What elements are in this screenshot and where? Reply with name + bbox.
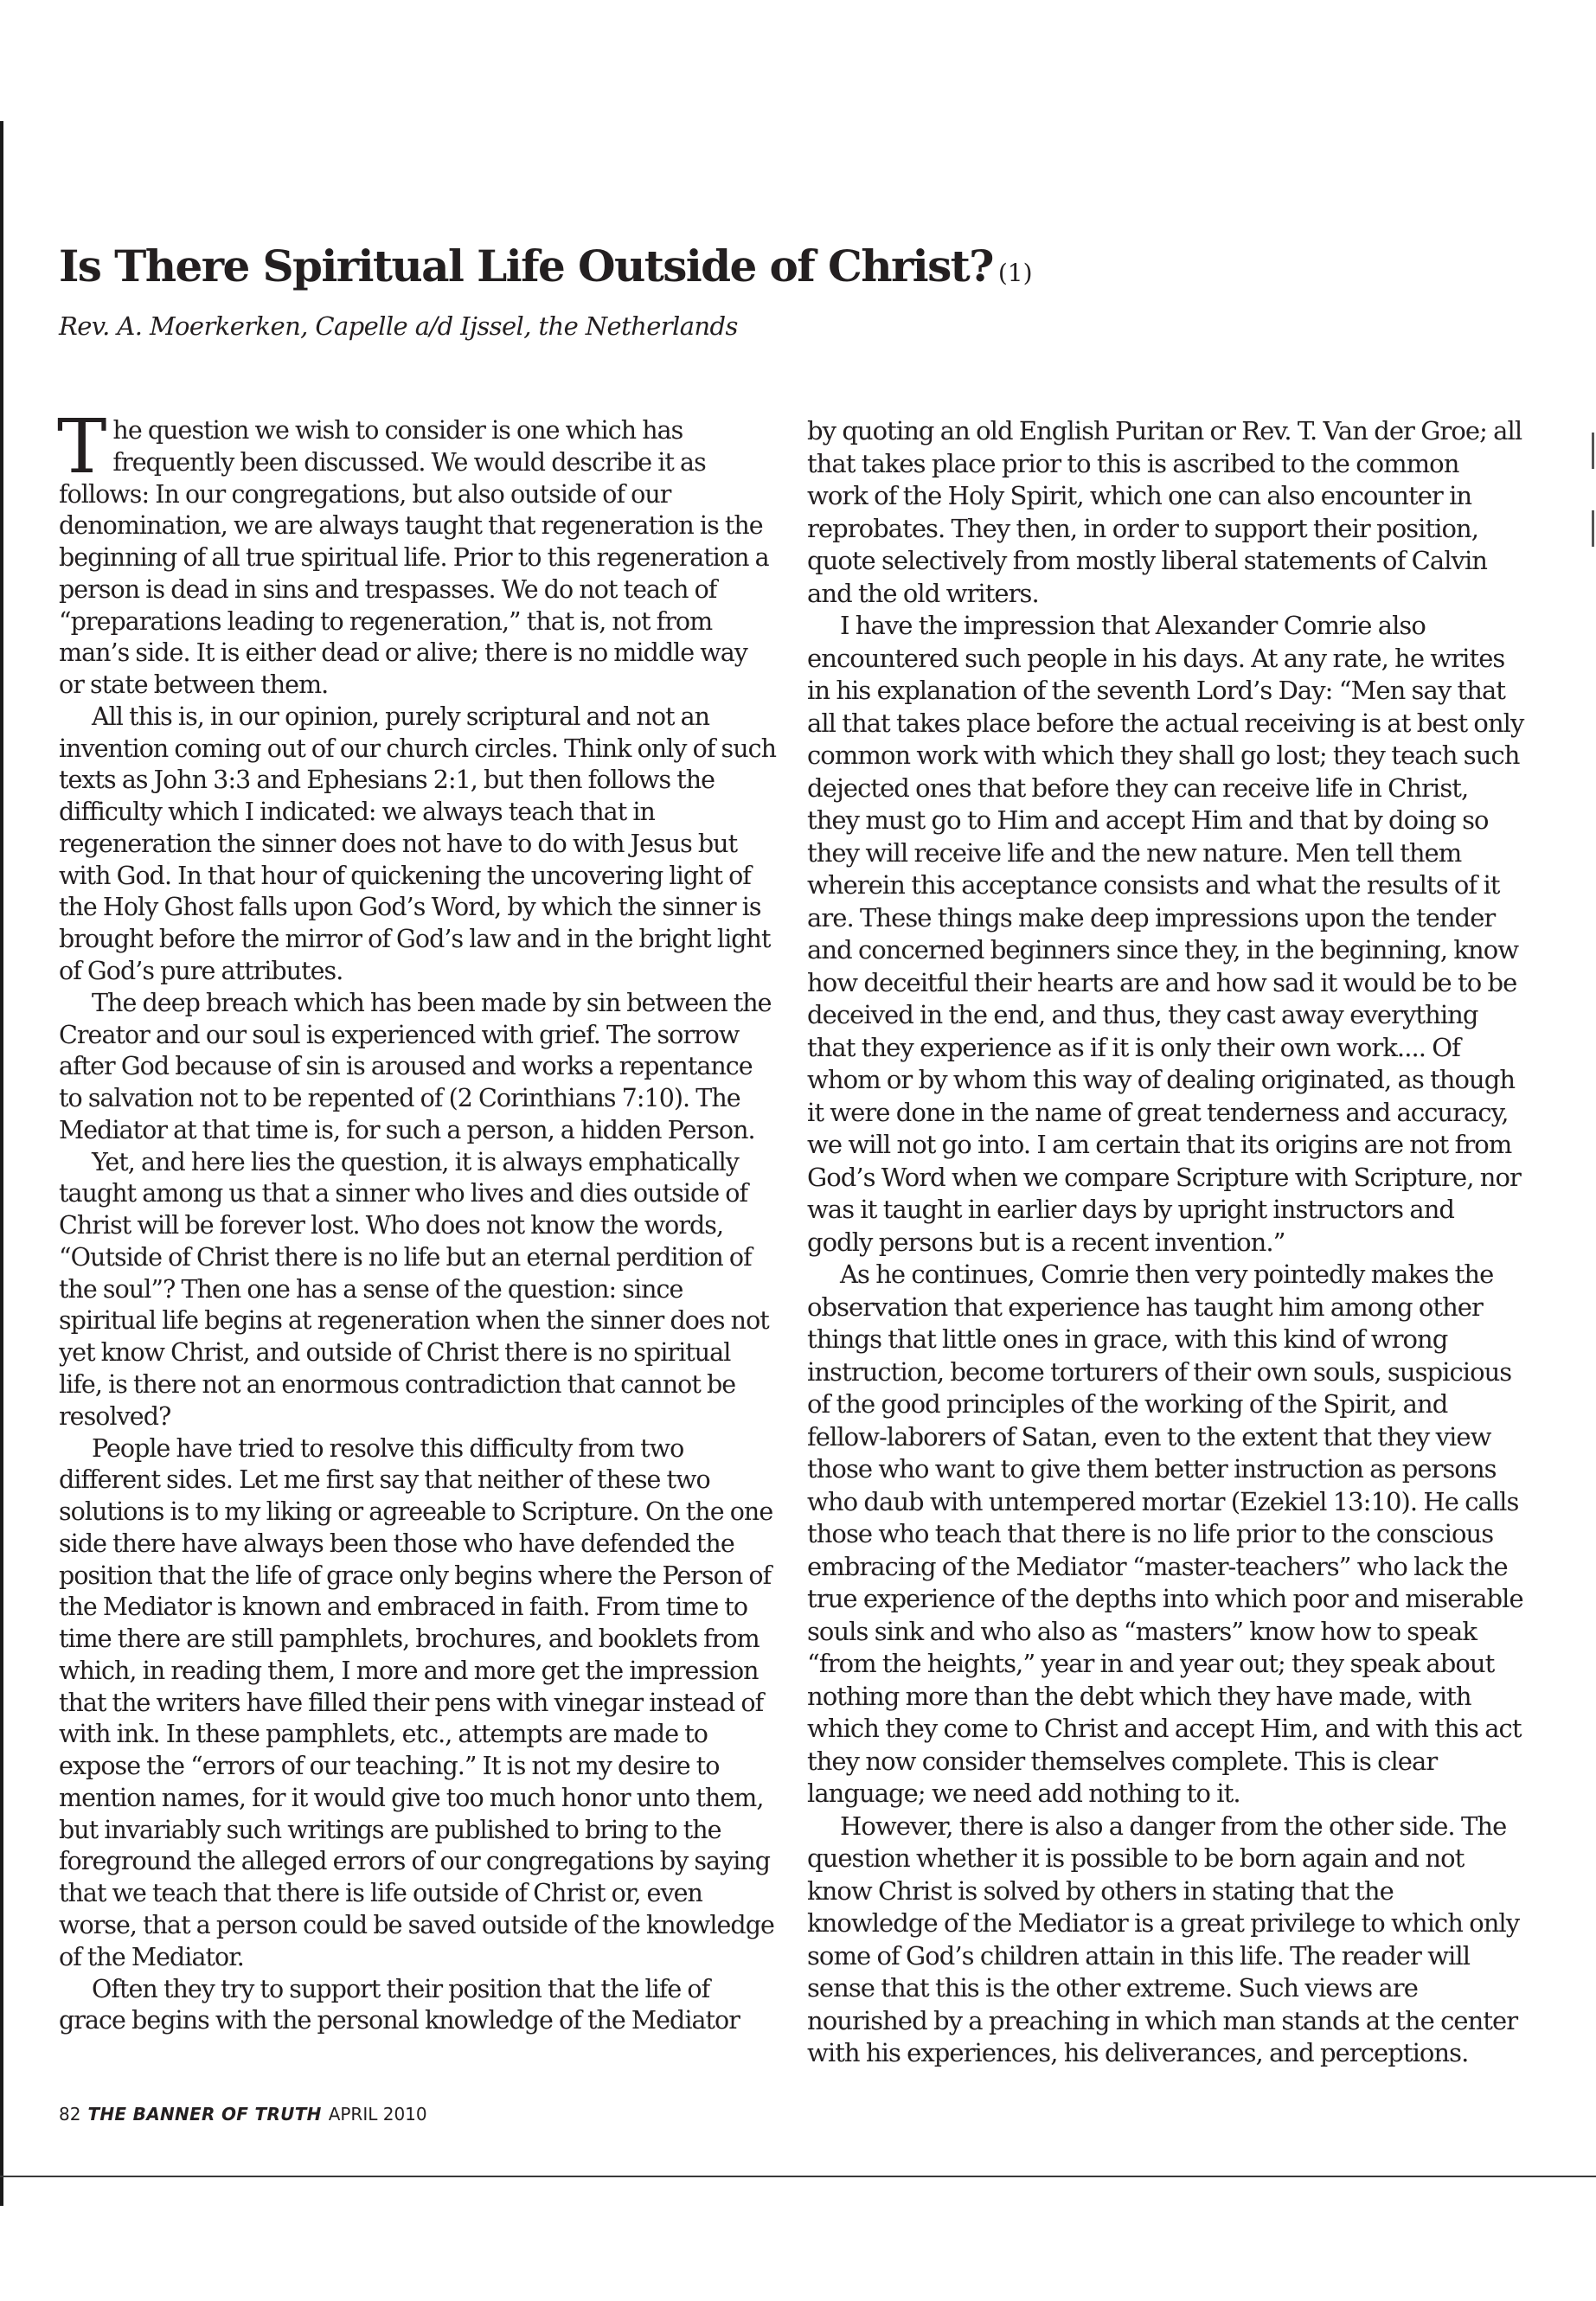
right-column bbox=[807, 415, 1525, 2070]
paragraph-text: he question we wish to consider is one which has frequently been discussed. We would describe it as follows: In our congregations, but also outside of our denomination, we are always taught that regeneration is the beginning of all true spiritual life. Prior to this regeneration a person is dead in sins and trespasses. We do not teach of “preparations leading to regeneration,” that is, not from man’s side. It is either dead or alive; there is no middle way or state between them. bbox=[59, 416, 769, 700]
article-header bbox=[59, 240, 1529, 341]
article-byline: Rev. A. Moerkerken, Capelle a/d Ijssel, the Netherlands bbox=[59, 311, 738, 341]
paragraph: Yet, and here lies the question, it is always emphatically taught among us that a sinner who lives and dies outside of Christ will be forever lost. Who does not know the words, “Outside of Christ there is no life but an eternal perdition of the soul”? Then one has a sense of the question: since spiritual life begins at regeneration when the sinner does not yet know Christ, and outside of Christ there is no spiritual life, is there not an enormous contradiction that cannot be resolved? bbox=[59, 1147, 769, 1431]
drop-cap: T bbox=[57, 404, 106, 490]
right-edge-mark bbox=[1592, 510, 1594, 547]
paragraph: by quoting an old English Puritan or Rev. T. Van der Groe; all that takes place prior to this is ascribed to the common work of the Holy Spirit, which one can also encounter in reprobates. They then, in order to support their position, quote selectively from mostly liberal statements of Calvin and the old writers. bbox=[807, 416, 1522, 608]
paragraph: As he continues, Comrie then very pointedly makes the observation that experience has taught him among other things that little ones in grace, with this kind of wrong instruction, become torturers of their own souls, suspicious of the good principles of the working of the Spirit, and fellow-laborers of Satan, even to the extent that they view those who want to give them better instruction as persons who daub with untempered mortar (Ezekiel 13:10). He calls those who teach that there is no life prior to the conscious embracing of the Mediator “master-teachers” who lack the true experience of the depths into which poor and miserable souls sink and who also as “masters” know how to speak “from the heights,” year in and year out; they speak about nothing more than the debt which they have made, with which they come to Christ and accept Him, and with this act they now consider themselves complete. This is clear language; we need add nothing to it. bbox=[807, 1259, 1523, 1808]
paragraph: The deep breach which has been made by sin between the Creator and our soul is experienced with grief. The sorrow after God because of sin is aroused and works a repentance to salvation not to be repented of (2 Corinthians 7:10). The Mediator at that time is, for such a person, a hidden Person. bbox=[59, 988, 772, 1144]
paragraph: All this is, in our opinion, purely scriptural and not an invention coming out of our church circles. Think only of such texts as John 3:3 and Ephesians 2:1, but then follows the difficulty which I indicated: we always teach that in regeneration the sinner does not have to do with Jesus but with God. In that hour of quickening the uncovering light of the Holy Ghost falls upon God’s Word, by which the sinner is brought before the mirror of God’s law and in the bright light of God’s pure attributes. bbox=[59, 702, 777, 986]
paragraph: Often they try to support their position that the life of grace begins with the personal knowledge of the Mediator bbox=[59, 1974, 740, 2035]
issue-date: APRIL 2010 bbox=[328, 2104, 427, 2125]
page-footer bbox=[59, 2104, 427, 2125]
right-edge-mark bbox=[1592, 433, 1594, 469]
paragraph: However, there is also a danger from the other side. The question whether it is possible to be born again and not know Christ is solved by others in stating that the knowledge of the Mediator is a great privilege to which only some of God’s children attain in this life. The reader will sense that this is the other extreme. Such views are nourished by a preaching in which man stands at the center with his experiences, his deliverances, and perceptions. bbox=[807, 1811, 1520, 2067]
paragraph bbox=[57, 404, 777, 702]
paragraph: I have the impression that Alexander Comrie also encountered such people in his days. At any rate, he writes in his explanation of the seventh Lord’s Day: “Men say that all that takes place before the actual receiving is at best only common work with which they shall go lost; they teach such dejected ones that before they can receive life in Christ, they must go to Him and accept Him and that by doing so they will receive life and the new nature. Men tell them wherein this acceptance consists and what the results of it are. These things make deep impressions upon the tender and concerned beginners since they, in the beginning, know how deceitful their hearts are and how sad it would be to be deceived in the end, and thus, they cast away everything that they experience as if it is only their own work.... Of whom or by whom this way of dealing originated, as though it were done in the name of great tenderness and accuracy, we will not go into. I am certain that its origins are not from God’s Word when we compare Scripture with Scripture, nor was it taught in earlier days by upright instructors and godly persons but is a recent invention.” bbox=[807, 611, 1524, 1257]
left-column bbox=[57, 404, 777, 2037]
page-number: 82 bbox=[59, 2104, 81, 2125]
article-title bbox=[59, 240, 1529, 299]
article-part-number: (1) bbox=[997, 259, 1033, 287]
bottom-rule bbox=[0, 2176, 1596, 2177]
left-edge-rule bbox=[0, 121, 3, 2206]
article-title-text: Is There Spiritual Life Outside of Christ? bbox=[59, 240, 993, 292]
publication-name: THE BANNER OF TRUTH bbox=[87, 2104, 322, 2125]
paragraph: People have tried to resolve this difficulty from two different sides. Let me first say that neither of these two solutions is to my liking or agreeable to Scripture. On the one side there have always been those who have defended the position that the life of grace only begins where the Person of the Mediator is known and embraced in faith. From time to time there are still pamphlets, brochures, and booklets from which, in reading them, I more and more get the impression that the writers have filled their pens with vinegar instead of with ink. In these pamphlets, etc., attempts are made to expose the “errors of our teaching.” It is not my desire to mention names, for it would give too much honor unto them, but invariably such writings are published to bring to the foreground the alleged errors of our congregations by saying that we teach that there is life outside of Christ or, even worse, that a person could be saved outside of the knowledge of the Mediator. bbox=[59, 1433, 774, 1971]
